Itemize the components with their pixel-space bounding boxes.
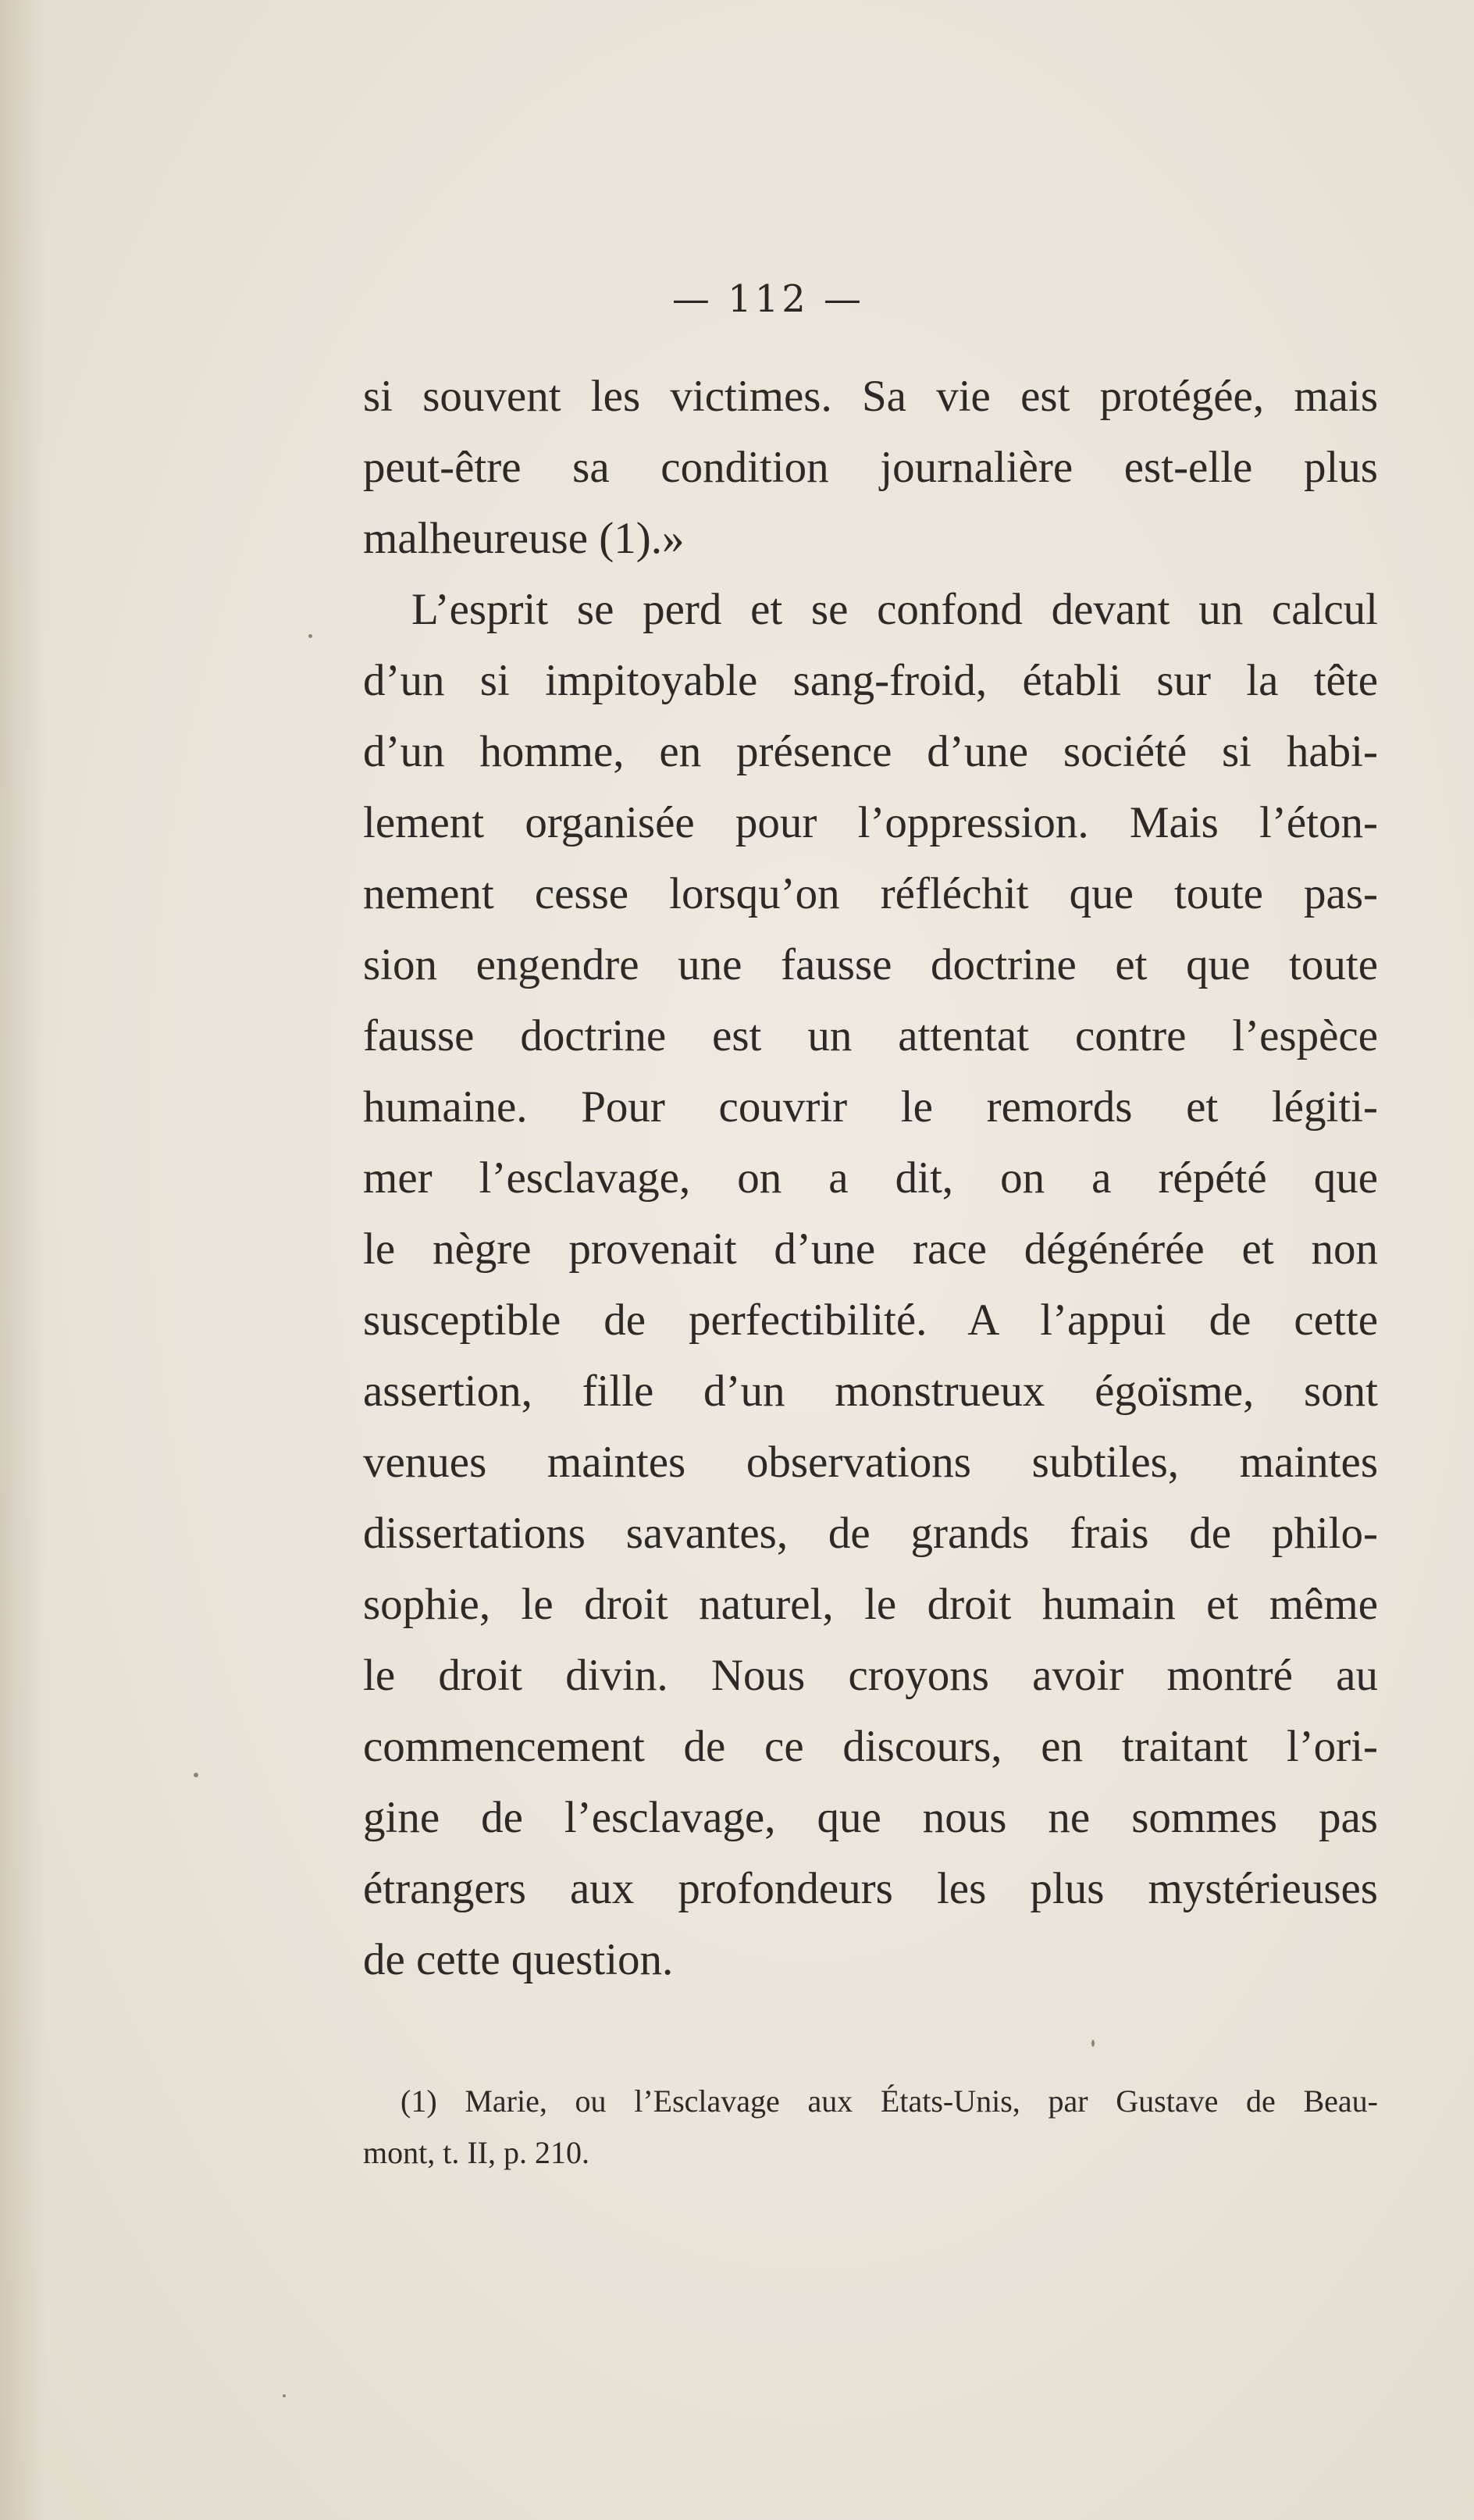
text-line: sophie, le droit naturel, le droit humain et même — [363, 1580, 1378, 1629]
text-line: lement organisée pour l’oppression. Mais l’éton- — [363, 798, 1378, 847]
text-line: dissertations savantes, de grands frais de philo- — [363, 1509, 1378, 1558]
text-line: de cette question. — [363, 1935, 674, 1984]
paper-speck — [283, 2394, 286, 2397]
page-gutter-shadow — [0, 0, 47, 2520]
paper-speck — [308, 634, 312, 638]
text-line: venues maintes observations subtiles, maintes — [363, 1438, 1378, 1487]
body-text — [363, 361, 1378, 1995]
footnote-line: mont, t. II, p. 210. — [363, 2135, 589, 2170]
text-line: si souvent les victimes. Sa vie est protégée, mais — [363, 372, 1378, 421]
text-line: d’un si impitoyable sang-froid, établi sur la tête — [363, 656, 1378, 705]
paper-speck — [1091, 2040, 1095, 2047]
paper-speck — [194, 1773, 198, 1777]
text-line: peut-être sa condition journalière est-elle plus — [363, 443, 1378, 492]
text-line: assertion, fille d’un monstrueux égoïsme, sont — [363, 1367, 1378, 1416]
text-line: fausse doctrine est un attentat contre l’espèce — [363, 1011, 1378, 1060]
text-line: L’esprit se perd et se confond devant un calcul — [411, 585, 1378, 634]
text-line: malheureuse (1).» — [363, 514, 685, 563]
text-line: le droit divin. Nous croyons avoir montré au — [363, 1651, 1378, 1700]
text-line: sion engendre une fausse doctrine et que toute — [363, 940, 1378, 989]
footnote-line: (1) Marie, ou l’Esclavage aux États-Unis, par Gustave de Beau- — [401, 2083, 1378, 2119]
footnote — [363, 2076, 1378, 2179]
text-line: gine de l’esclavage, que nous ne sommes pas — [363, 1793, 1378, 1842]
text-line: susceptible de perfectibilité. A l’appui de cette — [363, 1296, 1378, 1345]
text-line: commencement de ce discours, en traitant l’ori- — [363, 1722, 1378, 1771]
text-line: le nègre provenait d’une race dégénérée et non — [363, 1224, 1378, 1274]
text-line: humaine. Pour couvrir le remords et légiti- — [363, 1082, 1378, 1132]
text-line: d’un homme, en présence d’une société si habi- — [363, 727, 1378, 776]
text-line: mer l’esclavage, on a dit, on a répété que — [363, 1153, 1378, 1203]
text-line: étrangers aux profondeurs les plus mystérieuses — [363, 1864, 1378, 1913]
text-line: nement cesse lorsqu’on réfléchit que toute pas- — [363, 869, 1378, 918]
page-number: — 112 — — [671, 277, 865, 321]
